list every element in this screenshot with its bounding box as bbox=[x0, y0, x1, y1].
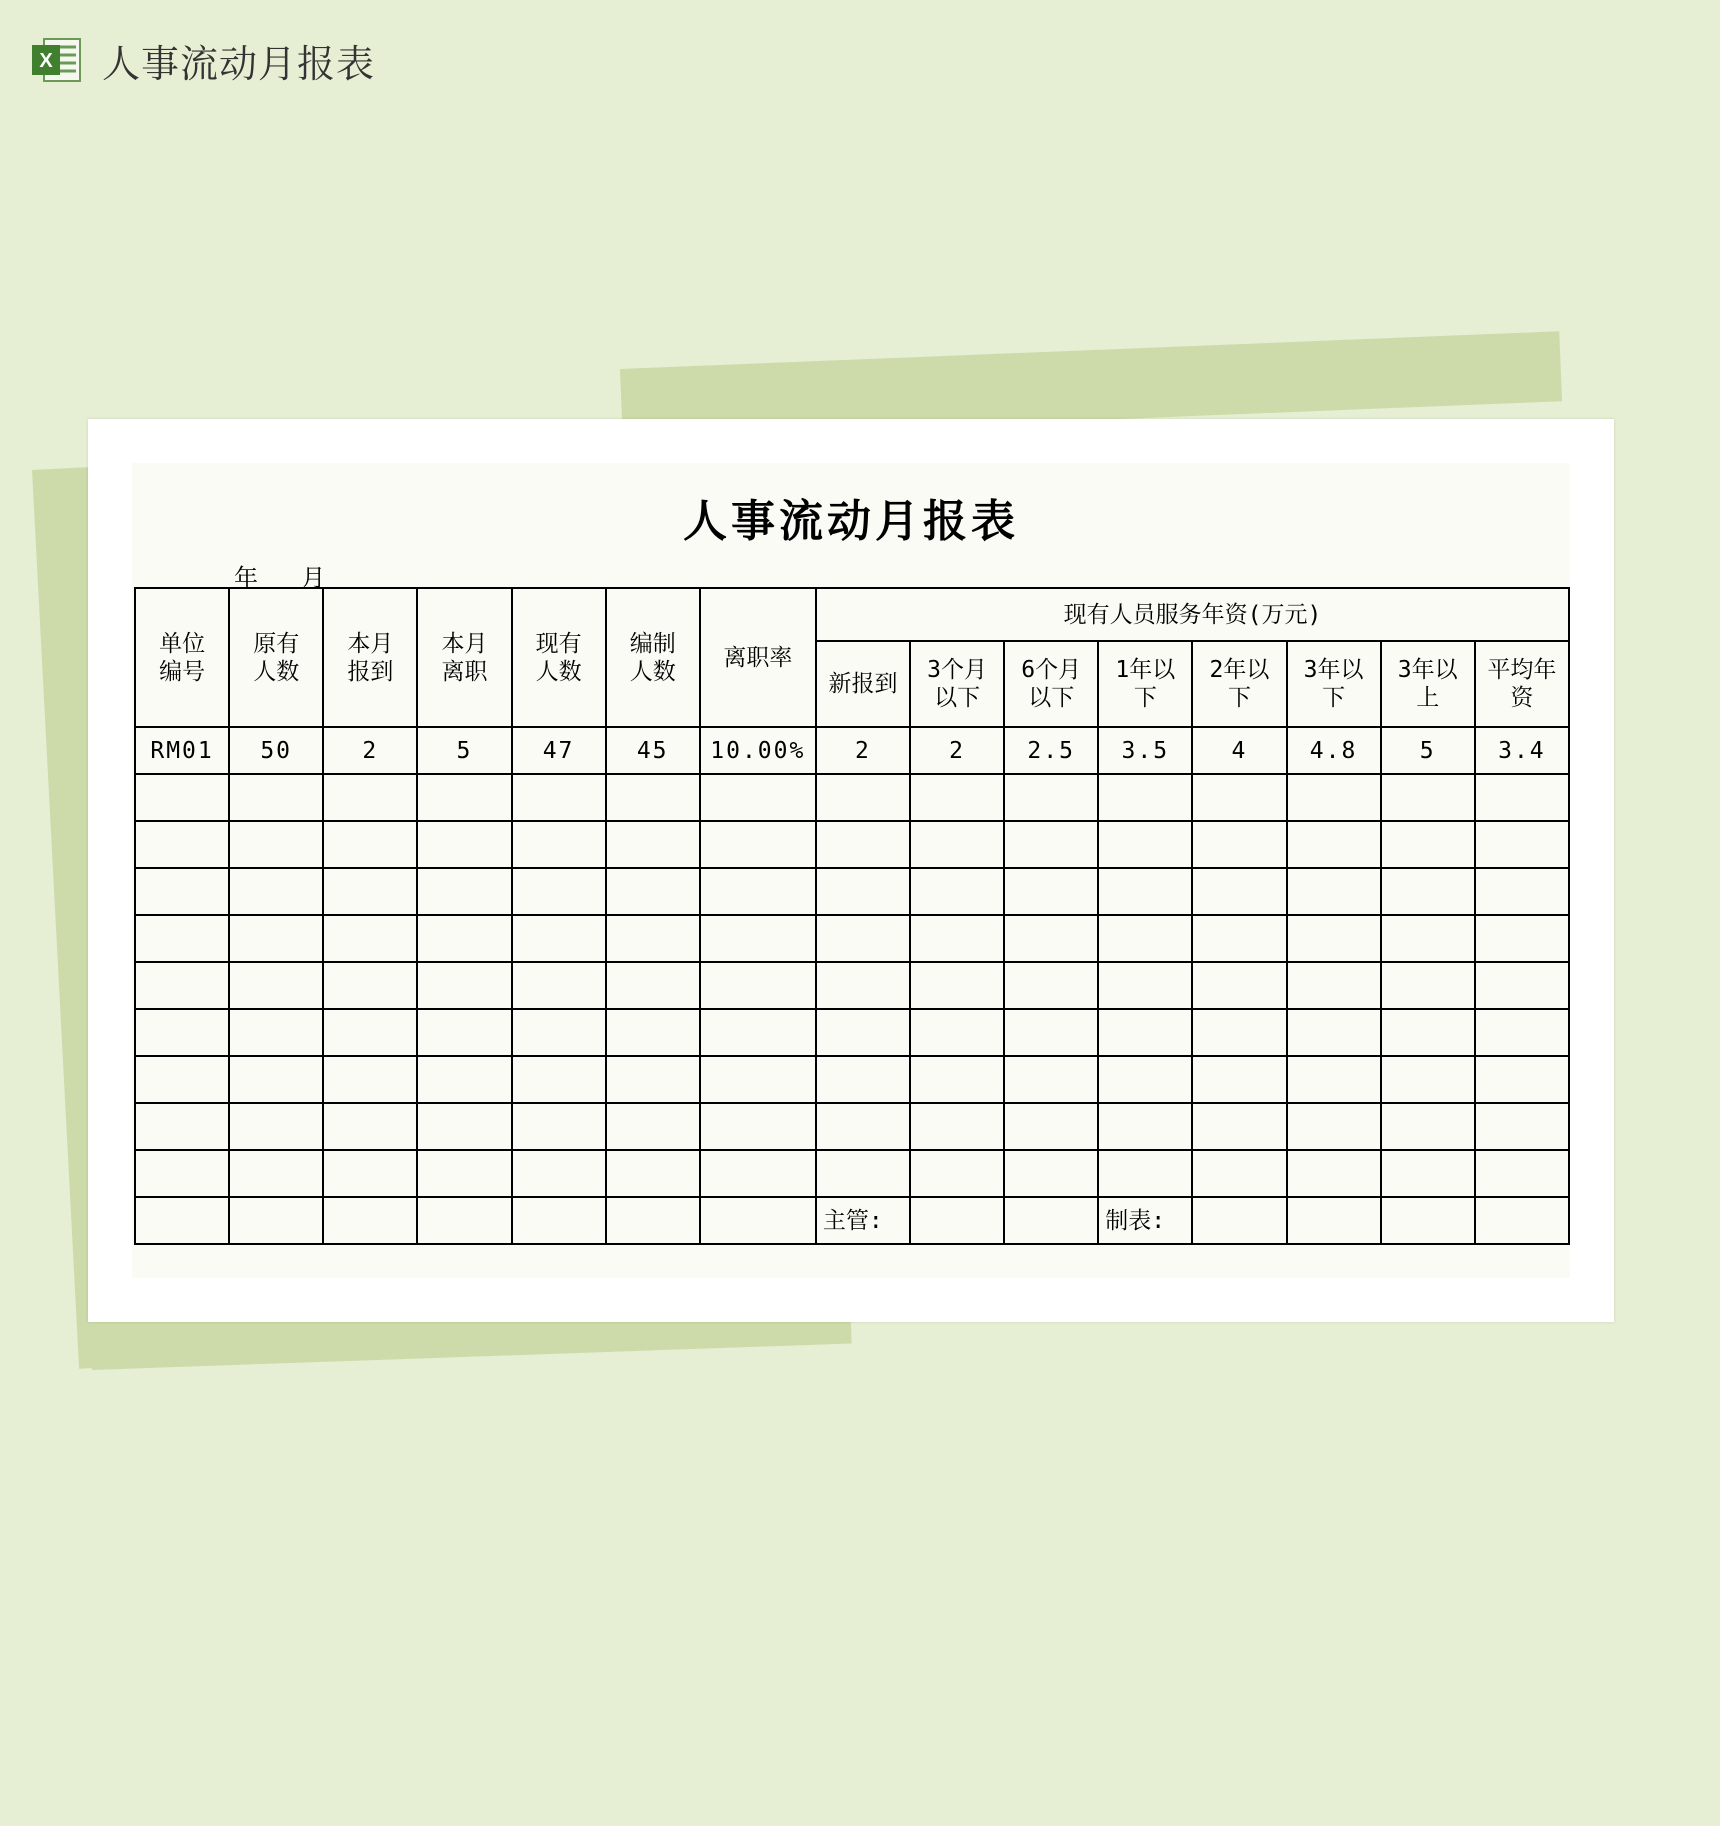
table-cell[interactable] bbox=[700, 1103, 816, 1150]
sheet-title: 人事流动月报表 bbox=[683, 496, 1019, 547]
table-cell[interactable] bbox=[816, 915, 910, 962]
header-current-count: 现有人数 bbox=[512, 588, 606, 727]
table-cell[interactable] bbox=[1192, 868, 1286, 915]
table-cell[interactable] bbox=[323, 774, 417, 821]
report-table bbox=[134, 587, 1570, 1245]
table-cell[interactable] bbox=[323, 1103, 417, 1150]
table-cell[interactable] bbox=[910, 1056, 1004, 1103]
table-cell[interactable] bbox=[229, 1103, 323, 1150]
excel-icon bbox=[30, 33, 84, 87]
table-cell[interactable]: 5 bbox=[1381, 727, 1475, 774]
table-cell[interactable] bbox=[606, 774, 700, 821]
table-cell[interactable] bbox=[700, 915, 816, 962]
table-cell[interactable] bbox=[700, 821, 816, 868]
date-label: 年 月 bbox=[234, 564, 326, 592]
table-cell[interactable] bbox=[700, 962, 816, 1009]
table-cell[interactable] bbox=[135, 821, 229, 868]
table-cell[interactable] bbox=[910, 1103, 1004, 1150]
table-cell[interactable] bbox=[1287, 821, 1381, 868]
table-cell[interactable] bbox=[910, 962, 1004, 1009]
header-staff-quota: 编制人数 bbox=[606, 588, 700, 727]
table-cell[interactable] bbox=[1192, 1056, 1286, 1103]
table-cell[interactable] bbox=[606, 915, 700, 962]
table-cell[interactable] bbox=[1098, 821, 1192, 868]
table-cell[interactable] bbox=[1475, 821, 1569, 868]
table-cell[interactable] bbox=[229, 1056, 323, 1103]
table-cell[interactable] bbox=[606, 1009, 700, 1056]
table-cell[interactable] bbox=[1287, 868, 1381, 915]
table-cell[interactable] bbox=[512, 1009, 606, 1056]
table-cell[interactable] bbox=[910, 1009, 1004, 1056]
table-cell[interactable] bbox=[229, 962, 323, 1009]
table-cell[interactable] bbox=[1475, 1009, 1569, 1056]
table-cell[interactable] bbox=[1475, 774, 1569, 821]
table-cell[interactable] bbox=[229, 868, 323, 915]
table-cell[interactable] bbox=[417, 1197, 511, 1244]
table-cell[interactable] bbox=[1098, 1150, 1192, 1197]
table-cell[interactable]: 47 bbox=[512, 727, 606, 774]
table-cell[interactable] bbox=[1381, 868, 1475, 915]
table-cell[interactable] bbox=[1192, 774, 1286, 821]
table-row bbox=[135, 962, 1569, 1009]
table-cell[interactable] bbox=[417, 1056, 511, 1103]
table-cell[interactable] bbox=[323, 821, 417, 868]
table-cell[interactable] bbox=[229, 1150, 323, 1197]
header-seniority-new-joiner: 新报到 bbox=[816, 641, 910, 727]
table-row bbox=[135, 1009, 1569, 1056]
table-cell[interactable] bbox=[512, 774, 606, 821]
table-cell[interactable] bbox=[1098, 1056, 1192, 1103]
table-cell[interactable] bbox=[1098, 915, 1192, 962]
table-cell[interactable] bbox=[1287, 1103, 1381, 1150]
table-cell[interactable] bbox=[1004, 774, 1098, 821]
table-cell[interactable] bbox=[512, 1056, 606, 1103]
table-cell[interactable] bbox=[1381, 1056, 1475, 1103]
table-cell[interactable] bbox=[323, 1150, 417, 1197]
table-row bbox=[135, 868, 1569, 915]
table-cell[interactable] bbox=[1004, 1009, 1098, 1056]
table-cell[interactable] bbox=[606, 1056, 700, 1103]
table-cell[interactable] bbox=[512, 962, 606, 1009]
table-cell[interactable] bbox=[1475, 1056, 1569, 1103]
table-cell[interactable] bbox=[323, 915, 417, 962]
table-cell[interactable] bbox=[229, 774, 323, 821]
table-cell[interactable] bbox=[1381, 774, 1475, 821]
table-row bbox=[135, 1103, 1569, 1150]
table-cell[interactable] bbox=[323, 1009, 417, 1056]
table-cell[interactable]: 50 bbox=[229, 727, 323, 774]
table-cell[interactable] bbox=[1192, 1103, 1286, 1150]
supervisor-label: 主管: bbox=[816, 1197, 910, 1244]
table-cell[interactable] bbox=[606, 868, 700, 915]
table-cell[interactable] bbox=[323, 1197, 417, 1244]
document-paper bbox=[88, 419, 1614, 1322]
table-cell[interactable]: 10.00% bbox=[700, 727, 816, 774]
app-header bbox=[30, 30, 375, 90]
table-cell[interactable] bbox=[229, 915, 323, 962]
table-cell[interactable] bbox=[1004, 915, 1098, 962]
table-cell[interactable] bbox=[910, 915, 1004, 962]
table-cell[interactable] bbox=[417, 1150, 511, 1197]
table-cell[interactable] bbox=[417, 1103, 511, 1150]
table-cell[interactable] bbox=[512, 1197, 606, 1244]
table-cell[interactable] bbox=[323, 1056, 417, 1103]
table-cell[interactable] bbox=[135, 962, 229, 1009]
table-cell[interactable] bbox=[135, 1197, 229, 1244]
table-cell[interactable] bbox=[910, 868, 1004, 915]
table-cell[interactable] bbox=[1381, 1103, 1475, 1150]
table-cell[interactable] bbox=[816, 868, 910, 915]
table-cell[interactable] bbox=[1475, 915, 1569, 962]
table-cell[interactable] bbox=[1475, 962, 1569, 1009]
table-cell[interactable]: 4.8 bbox=[1287, 727, 1381, 774]
table-cell[interactable] bbox=[1287, 962, 1381, 1009]
table-cell[interactable] bbox=[1004, 1197, 1098, 1244]
table-cell[interactable]: 2 bbox=[816, 727, 910, 774]
table-cell[interactable] bbox=[1004, 821, 1098, 868]
table-cell[interactable] bbox=[700, 868, 816, 915]
table-row bbox=[135, 915, 1569, 962]
header-seniority-under-2-years: 2年以下 bbox=[1192, 641, 1286, 727]
table-cell[interactable] bbox=[606, 1197, 700, 1244]
table-cell[interactable] bbox=[606, 1103, 700, 1150]
table-cell[interactable] bbox=[1192, 915, 1286, 962]
supervisor-signature-cell[interactable] bbox=[910, 1197, 1004, 1244]
table-cell[interactable] bbox=[700, 774, 816, 821]
signature-row bbox=[135, 1197, 1569, 1244]
table-cell[interactable] bbox=[135, 1056, 229, 1103]
header-turnover-rate: 离职率 bbox=[700, 588, 816, 727]
table-cell[interactable] bbox=[323, 962, 417, 1009]
table-cell[interactable] bbox=[135, 774, 229, 821]
table-cell[interactable] bbox=[229, 1197, 323, 1244]
table-cell[interactable] bbox=[816, 1150, 910, 1197]
header-seniority-under-6-months: 6个月以下 bbox=[1004, 641, 1098, 727]
table-cell[interactable] bbox=[816, 774, 910, 821]
header-seniority-over-3-years: 3年以上 bbox=[1381, 641, 1475, 727]
table-cell[interactable] bbox=[816, 1103, 910, 1150]
table-cell[interactable] bbox=[229, 821, 323, 868]
header-month-joined: 本月报到 bbox=[323, 588, 417, 727]
table-cell[interactable] bbox=[1381, 915, 1475, 962]
table-cell[interactable] bbox=[135, 1103, 229, 1150]
table-cell[interactable] bbox=[816, 962, 910, 1009]
table-cell[interactable] bbox=[512, 1150, 606, 1197]
table-cell[interactable] bbox=[1381, 962, 1475, 1009]
table-cell[interactable] bbox=[910, 821, 1004, 868]
table-cell[interactable] bbox=[1192, 1009, 1286, 1056]
table-cell[interactable]: 3.4 bbox=[1475, 727, 1569, 774]
table-cell[interactable] bbox=[1287, 774, 1381, 821]
table-cell[interactable] bbox=[1098, 1103, 1192, 1150]
table-cell[interactable] bbox=[1004, 962, 1098, 1009]
table-cell[interactable] bbox=[1287, 1009, 1381, 1056]
table-cell[interactable] bbox=[910, 1150, 1004, 1197]
table-cell[interactable] bbox=[816, 821, 910, 868]
header-seniority-under-3-years: 3年以下 bbox=[1287, 641, 1381, 727]
table-cell[interactable] bbox=[1004, 1056, 1098, 1103]
table-cell[interactable] bbox=[816, 1056, 910, 1103]
table-cell[interactable] bbox=[910, 774, 1004, 821]
table-cell[interactable] bbox=[1287, 1150, 1381, 1197]
table-cell[interactable] bbox=[512, 1103, 606, 1150]
table-cell[interactable]: 45 bbox=[606, 727, 700, 774]
table-cell[interactable] bbox=[512, 821, 606, 868]
table-cell[interactable] bbox=[700, 1150, 816, 1197]
table-cell[interactable] bbox=[1381, 1009, 1475, 1056]
table-cell[interactable] bbox=[417, 915, 511, 962]
header-seniority-under-1-year: 1年以下 bbox=[1098, 641, 1192, 727]
table-row bbox=[135, 1056, 1569, 1103]
table-cell[interactable] bbox=[1192, 821, 1286, 868]
table-cell[interactable]: 5 bbox=[417, 727, 511, 774]
table-cell[interactable] bbox=[1287, 1197, 1381, 1244]
table-cell[interactable]: 3.5 bbox=[1098, 727, 1192, 774]
table-cell[interactable] bbox=[1381, 821, 1475, 868]
header-month-left: 本月离职 bbox=[417, 588, 511, 727]
table-cell[interactable] bbox=[135, 1150, 229, 1197]
table-cell[interactable] bbox=[1381, 1197, 1475, 1244]
table-cell[interactable]: 4 bbox=[1192, 727, 1286, 774]
table-cell[interactable]: RM01 bbox=[135, 727, 229, 774]
table-cell[interactable] bbox=[1287, 1056, 1381, 1103]
table-cell[interactable] bbox=[417, 962, 511, 1009]
table-cell[interactable] bbox=[323, 868, 417, 915]
table-cell[interactable] bbox=[700, 1197, 816, 1244]
table-cell[interactable] bbox=[1098, 1009, 1192, 1056]
table-cell[interactable] bbox=[417, 821, 511, 868]
table-cell[interactable]: 2.5 bbox=[1004, 727, 1098, 774]
svg-text:X: X bbox=[39, 50, 53, 72]
table-cell[interactable] bbox=[700, 1009, 816, 1056]
table-cell[interactable] bbox=[417, 1009, 511, 1056]
table-row bbox=[135, 821, 1569, 868]
header-seniority-average-seniority: 平均年资 bbox=[1475, 641, 1569, 727]
table-cell[interactable] bbox=[417, 868, 511, 915]
table-cell[interactable] bbox=[816, 1009, 910, 1056]
header-seniority-under-3-months: 3个月以下 bbox=[910, 641, 1004, 727]
header-unit-id: 单位编号 bbox=[135, 588, 229, 727]
table-cell[interactable] bbox=[1004, 1103, 1098, 1150]
table-cell[interactable] bbox=[1098, 774, 1192, 821]
table-row bbox=[135, 1150, 1569, 1197]
table-cell[interactable] bbox=[417, 774, 511, 821]
table-cell[interactable] bbox=[700, 1056, 816, 1103]
table-cell[interactable] bbox=[512, 915, 606, 962]
table-cell[interactable] bbox=[1098, 868, 1192, 915]
spreadsheet bbox=[132, 463, 1570, 1278]
table-cell[interactable] bbox=[1192, 1150, 1286, 1197]
header-seniority-group: 现有人员服务年资(万元) bbox=[816, 588, 1569, 641]
preparer-signature-cell[interactable] bbox=[1192, 1197, 1286, 1244]
table-cell[interactable] bbox=[135, 868, 229, 915]
table-row bbox=[135, 774, 1569, 821]
table-cell[interactable] bbox=[1192, 962, 1286, 1009]
table-cell[interactable] bbox=[1475, 1150, 1569, 1197]
table-cell[interactable] bbox=[1475, 1103, 1569, 1150]
table-cell[interactable]: 2 bbox=[910, 727, 1004, 774]
table-cell[interactable] bbox=[606, 821, 700, 868]
table-row bbox=[135, 727, 1569, 774]
table-cell[interactable] bbox=[512, 868, 606, 915]
table-cell[interactable] bbox=[1475, 868, 1569, 915]
preparer-label: 制表: bbox=[1098, 1197, 1192, 1244]
table-cell[interactable] bbox=[135, 1009, 229, 1056]
table-cell[interactable] bbox=[135, 915, 229, 962]
table-cell[interactable] bbox=[1287, 915, 1381, 962]
table-cell[interactable] bbox=[1004, 868, 1098, 915]
table-cell[interactable]: 2 bbox=[323, 727, 417, 774]
table-cell[interactable] bbox=[1098, 962, 1192, 1009]
table-cell[interactable] bbox=[1004, 1150, 1098, 1197]
table-cell[interactable] bbox=[1381, 1150, 1475, 1197]
table-cell[interactable] bbox=[229, 1009, 323, 1056]
table-cell[interactable] bbox=[606, 962, 700, 1009]
app-title: 人事流动月报表 bbox=[102, 41, 376, 86]
table-cell[interactable] bbox=[1475, 1197, 1569, 1244]
header-original-count: 原有人数 bbox=[229, 588, 323, 727]
table-cell[interactable] bbox=[606, 1150, 700, 1197]
